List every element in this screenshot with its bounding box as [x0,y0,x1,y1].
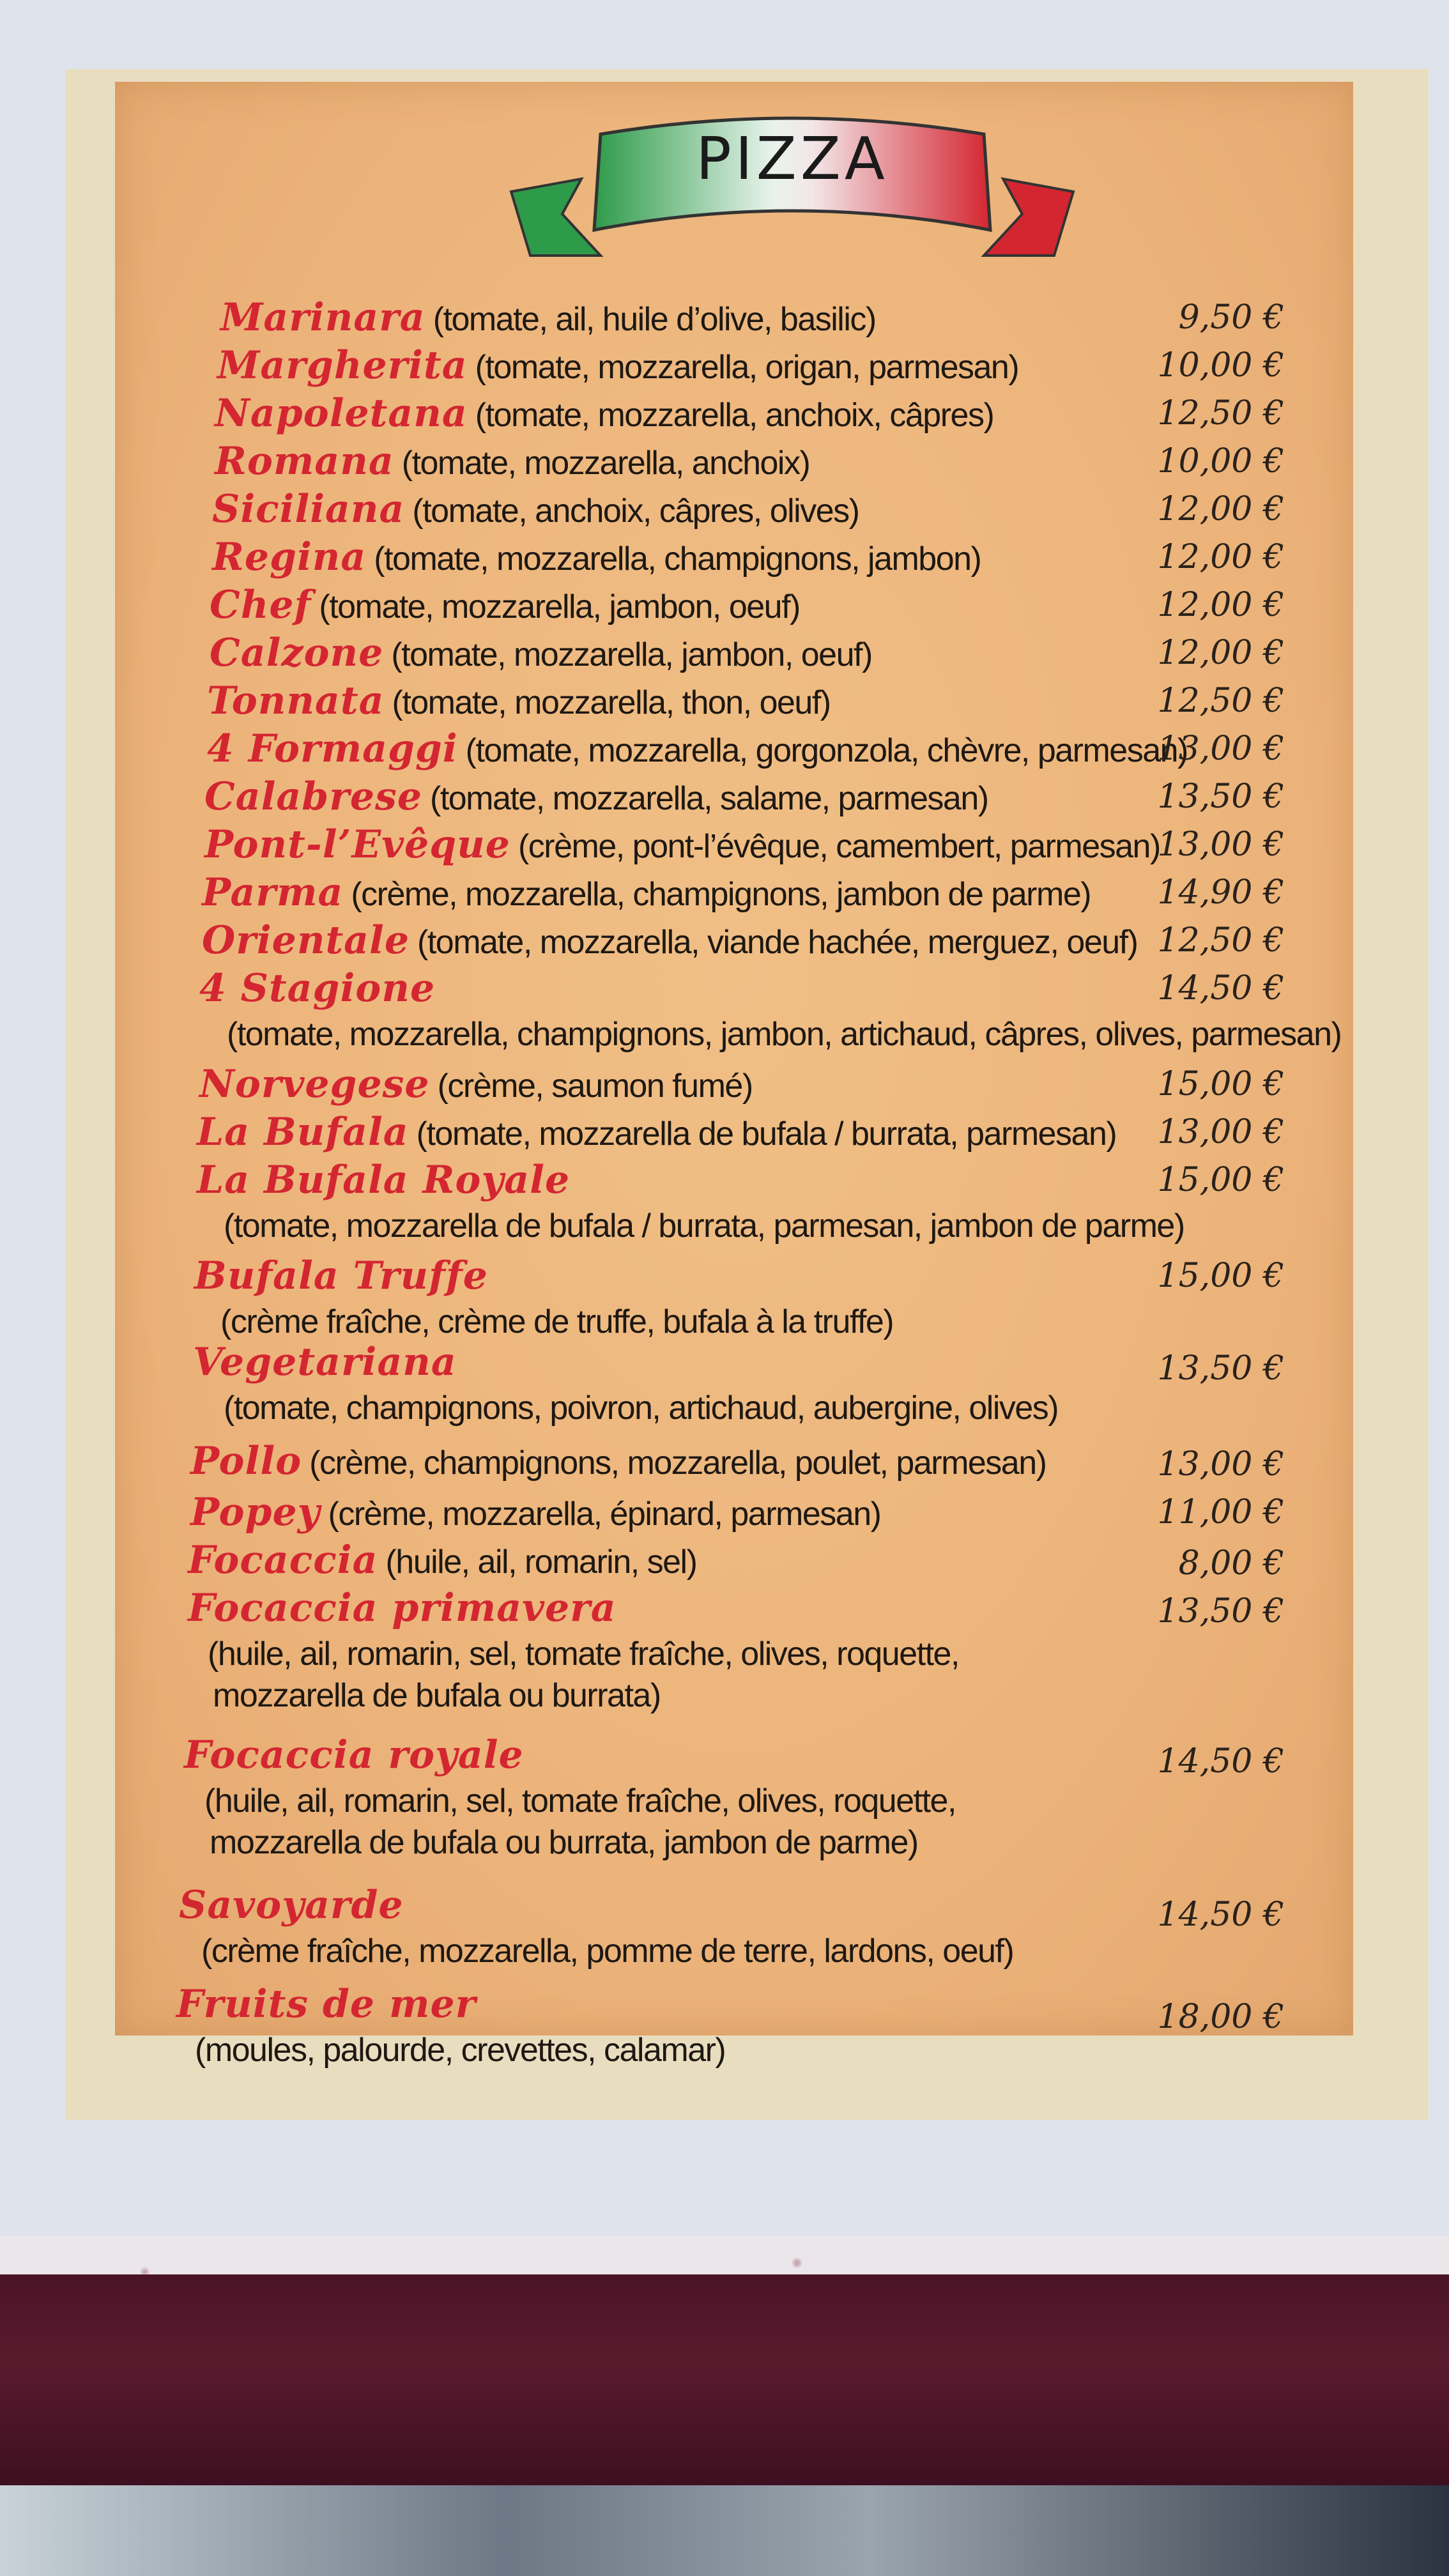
pizza-ingredients: (crème, pont-l’évêque, camembert, parmesan) [518,828,1160,865]
pizza-ingredients: (huile, ail, romarin, sel, tomate fraîche, olives, roquette, [204,1782,956,1820]
pizza-name: Popey [190,1490,321,1535]
menu-item [212,486,859,533]
pizza-price: 13,50 € [1157,1349,1284,1388]
pizza-name: Calzone [210,631,384,675]
pizza-name: Savoyarde [179,1883,404,1928]
menu-item [199,1061,753,1108]
pizza-price: 14,50 € [1157,969,1284,1008]
pizza-name: Bufala Truffe [194,1254,488,1298]
pizza-price: 10,00 € [1157,346,1284,385]
pizza-ingredients: (huile, ail, romarin, sel, tomate fraîche, olives, roquette, [208,1636,959,1673]
menu-item [197,1156,570,1204]
menu-item [220,294,876,341]
pizza-ingredients: (crème, saumon fumé) [437,1068,753,1105]
pizza-name: Vegetariana [193,1340,457,1384]
pizza-name: Focaccia royale [184,1733,524,1777]
pizza-name: 4 Stagione [199,966,436,1011]
pizza-price: 12,00 € [1157,634,1284,672]
pizza-ingredients-continued: mozzarella de bufala ou burrata) [213,1677,661,1714]
pizza-price: 14,90 € [1157,873,1284,912]
pizza-name: Margherita [217,343,468,388]
pizza-ingredients: (tomate, mozzarella, jambon, oeuf) [319,588,800,625]
pizza-ingredients: (tomate, mozzarella, viande hachée, merguez, oeuf) [417,924,1138,961]
pizza-ingredients: (crème, mozzarella, champignons, jambon de parme) [351,876,1091,913]
pizza-name: Pollo [190,1439,302,1483]
pizza-price: 15,00 € [1157,1065,1284,1103]
menu-title: PIZZA [696,125,889,193]
table-surface [0,2274,1449,2485]
menu-item [207,725,1188,772]
pizza-ingredients: (tomate, mozzarella, jambon, oeuf) [391,636,872,673]
menu-item [188,1537,696,1584]
pizza-price: 12,50 € [1157,682,1284,720]
pizza-name: Fruits de mer [176,1982,477,2027]
pizza-price: 12,00 € [1157,538,1284,576]
pizza-price: 15,00 € [1157,1257,1284,1295]
pizza-ingredients: (tomate, mozzarella de bufala / burrata, parmesan) [416,1116,1117,1153]
pizza-ingredients: (tomate, anchoix, câpres, olives) [412,493,859,530]
pizza-name: Norvegese [199,1062,430,1107]
pizza-price: 18,00 € [1157,1998,1284,2036]
pizza-name: Pont-l’Evêque [204,822,510,867]
pizza-ingredients: (tomate, champignons, poivron, artichaud, aubergine, olives) [224,1390,1059,1427]
pizza-price: 15,00 € [1157,1161,1284,1199]
pizza-price: 13,00 € [1157,730,1284,768]
pizza-name: 4 Formaggi [207,726,458,771]
pizza-ingredients: (crème, mozzarella, épinard, parmesan) [328,1496,881,1533]
pizza-name: Siciliana [212,487,405,532]
menu-item [194,1252,488,1300]
menu-item [204,773,988,820]
pizza-price: 12,50 € [1157,394,1284,433]
pizza-name: Chef [210,583,312,627]
menu-item [197,1108,1116,1156]
pizza-price: 14,50 € [1157,1896,1284,1934]
pizza-ingredients: (tomate, mozzarella, origan, parmesan) [475,349,1019,386]
menu-item [202,869,1091,916]
pizza-price: 12,00 € [1157,490,1284,528]
pizza-price: 11,00 € [1157,1493,1284,1531]
menu-item [176,1981,476,2028]
menu-item [188,1584,617,1632]
pizza-ingredients: (crème, champignons, mozzarella, poulet, parmesan) [309,1445,1046,1482]
pizza-ingredients: (tomate, mozzarella, thon, oeuf) [392,684,831,721]
pizza-name: Focaccia primavera [188,1586,617,1630]
pizza-ingredients: (tomate, mozzarella, anchoix, câpres) [475,397,994,434]
pizza-ingredients: (huile, ail, romarin, sel) [385,1544,697,1581]
pizza-ingredients: (tomate, mozzarella, salame, parmesan) [430,780,988,817]
pizza-price: 10,00 € [1157,442,1284,480]
pizza-name: Calabrese [204,774,422,819]
pizza-price: 13,00 € [1157,1113,1284,1151]
pizza-ingredients: (tomate, mozzarella de bufala / burrata, parmesan, jambon de parme) [224,1208,1184,1245]
menu-item [210,581,800,629]
pizza-ingredients: (crème fraîche, crème de truffe, bufala à la truffe) [220,1303,894,1340]
pizza-ingredients: (moules, palourde, crevettes, calamar) [195,2032,726,2069]
pizza-name: Tonnata [207,678,385,723]
menu-item [212,533,981,581]
pizza-name: La Bufala [197,1110,409,1154]
floor [0,2485,1449,2576]
pizza-ingredients: (crème fraîche, mozzarella, pomme de terre, lardons, oeuf) [201,1933,1014,1970]
menu-item [184,1731,524,1779]
pizza-name: Marinara [220,295,425,340]
pizza-price: 13,00 € [1157,825,1284,864]
pizza-price: 13,50 € [1157,1592,1284,1630]
menu-item [179,1882,404,1929]
menu-item [193,1338,457,1386]
menu-item [207,677,831,724]
pizza-price: 12,00 € [1157,586,1284,624]
pizza-name: Focaccia [188,1538,378,1583]
menu-item [217,342,1018,389]
pizza-name: Romana [215,439,394,484]
pizza-price: 9,50 € [1178,298,1284,337]
pizza-price: 13,00 € [1157,1445,1284,1483]
pizza-ingredients-continued: mozzarella de bufala ou burrata, jambon de parme) [210,1824,918,1861]
pizza-price: 12,50 € [1157,921,1284,960]
pizza-ingredients: (tomate, mozzarella, champignons, jambon, artichaud, câpres, olives, parmesan) [227,1016,1342,1053]
menu-item [204,821,1160,868]
menu-item [190,1438,1046,1485]
menu-item [202,917,1137,964]
pizza-price: 13,50 € [1157,778,1284,816]
pizza-price: 14,50 € [1157,1742,1284,1781]
pizza-name: La Bufala Royale [197,1158,571,1202]
pizza-name: Regina [212,535,367,579]
pizza-ingredients: (tomate, ail, huile d’olive, basilic) [433,301,876,338]
menu-item [215,390,993,437]
pizza-ingredients: (tomate, mozzarella, champignons, jambon) [374,540,981,578]
menu-item [199,965,435,1012]
pizza-ingredients: (tomate, mozzarella, anchoix) [401,445,810,482]
pizza-ingredients: (tomate, mozzarella, gorgonzola, chèvre, parmesan) [465,732,1188,769]
pizza-price: 8,00 € [1178,1544,1284,1583]
menu-item [190,1489,880,1536]
pizza-name: Parma [202,870,344,915]
pizza-name: Napoletana [215,391,468,436]
menu-item [210,629,872,677]
pizza-name: Orientale [202,918,410,963]
menu-item [215,438,809,485]
